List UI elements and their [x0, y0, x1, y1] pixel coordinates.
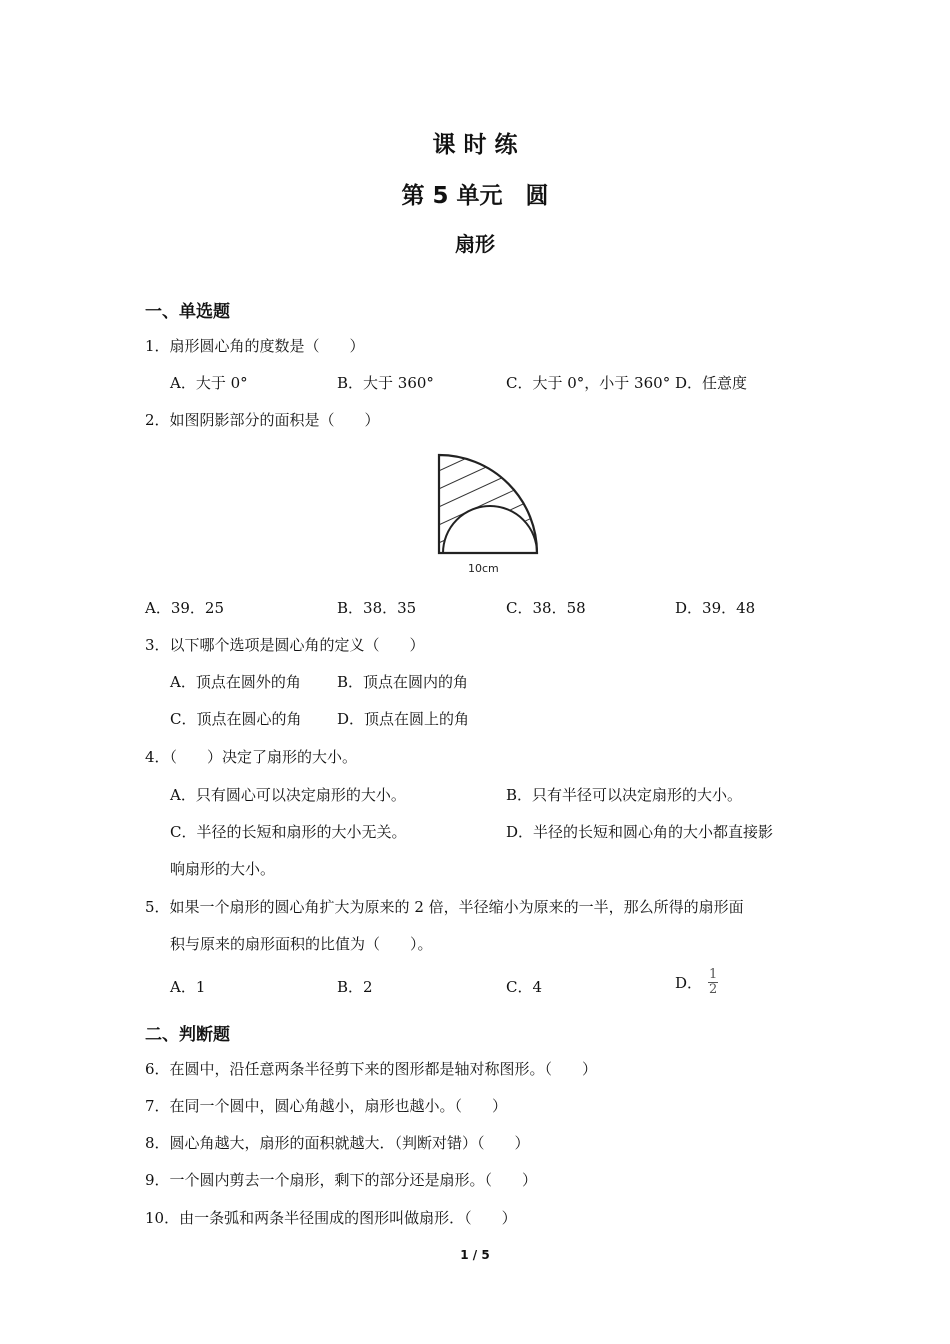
question-5-stem-line1: 5．如果一个扇形的圆心角扩大为原来的 2 倍，半径缩小为原来的一半，那么所得的扇形面	[145, 898, 744, 916]
question-5-option-d	[675, 968, 718, 997]
question-2-option-a: A．39．25	[145, 599, 225, 617]
question-2-option-b: B．38．35	[337, 599, 417, 617]
question-1-option-a: A．大于 0°	[170, 374, 248, 392]
question-1-option-b: B．大于 360°	[337, 374, 434, 392]
fraction-denominator: 2	[709, 982, 718, 997]
question-9: 9．一个圆内剪去一个扇形，剩下的部分还是扇形。（ ）	[145, 1171, 538, 1189]
question-3-option-a: A．顶点在圆外的角	[170, 673, 301, 691]
question-5-option-d-prefix: D．	[675, 974, 703, 992]
question-5-stem-line2: 积与原来的扇形面积的比值为（ ）。	[170, 935, 433, 953]
fraction-numerator: 1	[709, 967, 718, 982]
unit-title: 第 5 单元 圆	[401, 183, 549, 209]
semicircle-arc	[443, 506, 537, 553]
page-title: 课 时 练	[432, 132, 518, 158]
lesson-title: 扇形	[455, 232, 495, 256]
question-5-option-b: B．2	[337, 978, 373, 996]
question-1-stem: 1．扇形圆心角的度数是（ ）	[145, 337, 365, 355]
question-6: 6．在圆中，沿任意两条半径剪下来的图形都是轴对称图形。（ ）	[145, 1060, 598, 1078]
question-1-option-c: C．大于 0°，小于 360°	[506, 374, 671, 392]
shaded-region	[430, 445, 560, 580]
question-4-option-d-continued: 响扇形的大小。	[170, 860, 276, 878]
question-2-option-c: C．38．58	[506, 599, 586, 617]
question-4-option-c: C．半径的长短和扇形的大小无关。	[170, 823, 407, 841]
figure-label: 10cm	[468, 562, 499, 575]
question-7: 7．在同一个圆中，圆心角越小，扇形也越小。（ ）	[145, 1097, 508, 1115]
question-3-stem: 3．以下哪个选项是圆心角的定义（ ）	[145, 636, 425, 654]
question-10: 10．由一条弧和两条半径围成的图形叫做扇形．（ ）	[145, 1209, 517, 1227]
question-5-option-a: A．1	[170, 978, 206, 996]
section-heading-true-false: 二、判断题	[145, 1025, 230, 1045]
question-3-option-d: D．顶点在圆上的角	[337, 710, 470, 728]
question-3-option-b: B．顶点在圆内的角	[337, 673, 469, 691]
question-4-stem: 4．（ ）决定了扇形的大小。	[145, 748, 358, 766]
question-4-option-a: A．只有圆心可以决定扇形的大小。	[170, 786, 406, 804]
question-3-option-c: C．顶点在圆心的角	[170, 710, 302, 728]
question-5-option-c: C．4	[506, 978, 543, 996]
question-2-stem: 2．如图阴影部分的面积是（ ）	[145, 411, 380, 429]
question-8: 8．圆心角越大，扇形的面积就越大．（判断对错）（ ）	[145, 1134, 530, 1152]
question-4-option-d: D．半径的长短和圆心角的大小都直接影	[506, 823, 774, 841]
question-4-option-b: B．只有半径可以决定扇形的大小。	[506, 786, 743, 804]
section-heading-single-choice: 一、单选题	[145, 302, 230, 322]
question-2-option-d: D．39．48	[675, 599, 756, 617]
sector-figure	[420, 445, 560, 580]
fraction-one-half	[708, 968, 718, 997]
page-number: 1 / 5	[460, 1248, 490, 1262]
question-1-option-d: D．任意度	[675, 374, 748, 392]
